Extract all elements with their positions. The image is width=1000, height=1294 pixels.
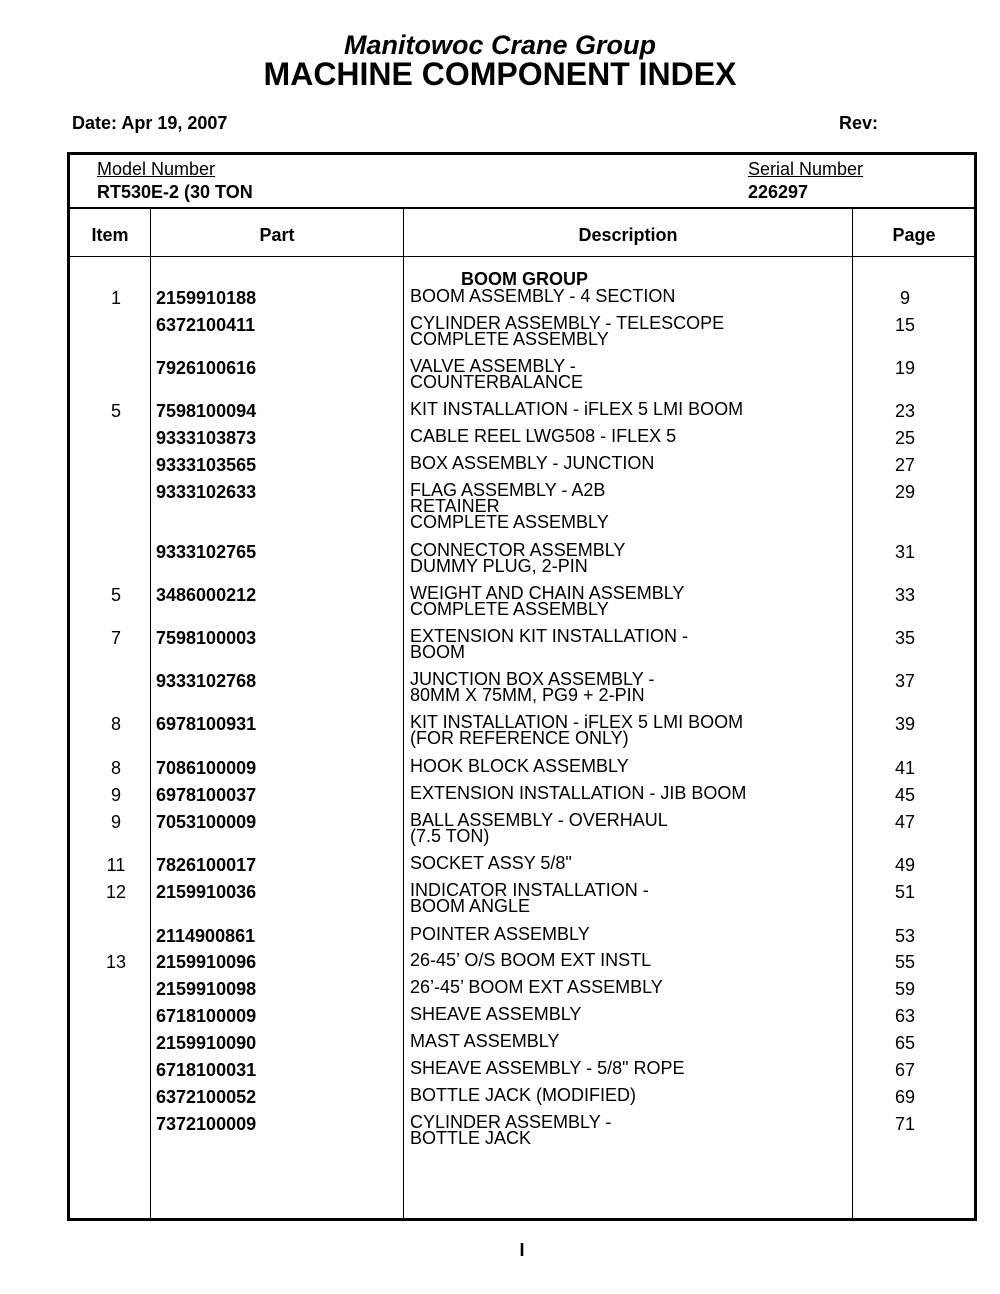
part-number: 6978100931 — [156, 714, 257, 734]
description-line: EXTENSION INSTALLATION - JIB BOOM — [410, 783, 747, 803]
part-number: 7053100009 — [156, 812, 257, 832]
part-number: 2159910090 — [156, 1033, 257, 1053]
part-number: 6718100009 — [156, 1006, 257, 1026]
description-line: COMPLETE ASSEMBLY — [410, 329, 609, 349]
page-number: 33 — [894, 585, 916, 605]
part-number: 2159910098 — [156, 979, 257, 999]
part-number: 3486000212 — [156, 585, 257, 605]
item-number: 8 — [110, 714, 121, 734]
description-line: 80MM X 75MM, PG9 + 2-PIN — [410, 685, 645, 705]
description — [410, 315, 724, 347]
description-line: 26-45’ O/S BOOM EXT INSTL — [410, 950, 652, 970]
description-line: INDICATOR INSTALLATION - — [410, 880, 649, 900]
description — [410, 979, 663, 995]
description-line: VALVE ASSEMBLY - — [410, 356, 576, 376]
page-number: 67 — [894, 1060, 916, 1080]
page-number: 9 — [899, 288, 910, 308]
page-number: 69 — [894, 1087, 916, 1107]
description-line: BOOM — [410, 642, 466, 662]
description — [410, 288, 675, 304]
item-number: 1 — [110, 288, 121, 308]
description-line: BOTTLE JACK — [410, 1128, 532, 1148]
description-line: BOOM ANGLE — [410, 896, 531, 916]
part-number: 7926100616 — [156, 358, 257, 378]
description — [410, 758, 629, 774]
part-number: 9333102768 — [156, 671, 257, 691]
part-number: 7086100009 — [156, 758, 257, 778]
page-number: 31 — [894, 542, 916, 562]
description-line: JUNCTION BOX ASSEMBLY - — [410, 669, 655, 689]
column-divider — [150, 208, 151, 1218]
description — [410, 482, 609, 530]
page-number: 65 — [894, 1033, 916, 1053]
description — [410, 812, 668, 844]
serial-number-value: 226297 — [748, 182, 809, 202]
description — [410, 455, 654, 471]
description-line: (7.5 TON) — [410, 826, 490, 846]
column-header-divider — [70, 256, 974, 257]
description — [410, 542, 625, 574]
description-line: KIT INSTALLATION - iFLEX 5 LMI BOOM — [410, 712, 744, 732]
page-number: 41 — [894, 758, 916, 778]
description-line: BOTTLE JACK (MODIFIED) — [410, 1085, 637, 1105]
description — [410, 671, 654, 703]
description-line: HOOK BLOCK ASSEMBLY — [410, 756, 629, 776]
description — [410, 882, 649, 914]
item-number: 12 — [105, 882, 127, 902]
column-divider — [852, 208, 853, 1218]
page-number: 53 — [894, 926, 916, 946]
description-line: CABLE REEL LWG508 - IFLEX 5 — [410, 426, 677, 446]
page-number: 55 — [894, 952, 916, 972]
description — [410, 1060, 685, 1076]
page-number: 15 — [894, 315, 916, 335]
description — [410, 1087, 636, 1103]
description-line: SHEAVE ASSEMBLY - 5/8" ROPE — [410, 1058, 685, 1078]
part-number: 6372100052 — [156, 1087, 257, 1107]
page-number: 47 — [894, 812, 916, 832]
description — [410, 401, 743, 417]
part-number: 7372100009 — [156, 1114, 257, 1134]
part-number: 9333103873 — [156, 428, 257, 448]
part-number: 7598100094 — [156, 401, 257, 421]
company-name: Manitowoc Crane Group — [343, 30, 657, 60]
item-number: 11 — [106, 855, 126, 875]
column-divider — [403, 208, 404, 1218]
part-number: 6718100031 — [156, 1060, 257, 1080]
description-line: CYLINDER ASSEMBLY - — [410, 1112, 612, 1132]
page-number: 25 — [894, 428, 916, 448]
item-number: 9 — [110, 812, 121, 832]
part-number: 9333102765 — [156, 542, 257, 562]
group-heading: BOOM GROUP — [461, 269, 589, 289]
page-title: MACHINE COMPONENT INDEX — [263, 56, 737, 92]
description — [410, 952, 651, 968]
part-number: 9333103565 — [156, 455, 257, 475]
description-line: RETAINER — [410, 496, 500, 516]
description-line: BOOM ASSEMBLY - 4 SECTION — [410, 286, 676, 306]
item-number: 5 — [110, 401, 121, 421]
column-header-description: Description — [578, 225, 678, 245]
description — [410, 628, 688, 660]
description-line: BALL ASSEMBLY - OVERHAUL — [410, 810, 668, 830]
page-number: 63 — [894, 1006, 916, 1026]
part-number: 2114900861 — [156, 926, 256, 946]
description-line: COMPLETE ASSEMBLY — [410, 512, 609, 532]
description-line: MAST ASSEMBLY — [410, 1031, 560, 1051]
column-header-part: Part — [259, 225, 295, 245]
header-divider — [70, 207, 974, 209]
description — [410, 358, 583, 390]
description — [410, 926, 590, 942]
description — [410, 1033, 559, 1049]
description-line: WEIGHT AND CHAIN ASSEMBLY — [410, 583, 685, 603]
part-number: 2159910188 — [156, 288, 257, 308]
description — [410, 585, 684, 617]
page-number: 27 — [894, 455, 916, 475]
description-line: KIT INSTALLATION - iFLEX 5 LMI BOOM — [410, 399, 744, 419]
description-line: SOCKET ASSY 5/8" — [410, 853, 572, 873]
page-number: 19 — [894, 358, 916, 378]
description-line: (FOR REFERENCE ONLY) — [410, 728, 629, 748]
page-number: 49 — [894, 855, 916, 875]
description-line: DUMMY PLUG, 2-PIN — [410, 556, 588, 576]
part-number: 9333102633 — [156, 482, 257, 502]
item-number: 9 — [110, 785, 121, 805]
part-number: 6372100411 — [156, 315, 256, 335]
page-number: 39 — [894, 714, 916, 734]
serial-number-label: Serial Number — [748, 159, 864, 179]
description-line: SHEAVE ASSEMBLY — [410, 1004, 582, 1024]
page-number: 37 — [894, 671, 916, 691]
description-line: 26’-45’ BOOM EXT ASSEMBLY — [410, 977, 663, 997]
model-number-value: RT530E-2 (30 TON — [97, 182, 253, 202]
page-number: 35 — [894, 628, 916, 648]
page-marker: I — [519, 1240, 525, 1260]
description-line: BOX ASSEMBLY - JUNCTION — [410, 453, 655, 473]
description-line: COMPLETE ASSEMBLY — [410, 599, 609, 619]
model-number-label: Model Number — [97, 159, 216, 179]
page-number: 29 — [894, 482, 916, 502]
part-number: 7826100017 — [156, 855, 257, 875]
page-number: 51 — [894, 882, 916, 902]
description — [410, 1114, 611, 1146]
description-line: EXTENSION KIT INSTALLATION - — [410, 626, 689, 646]
description-line: CYLINDER ASSEMBLY - TELESCOPE — [410, 313, 725, 333]
component-table — [67, 152, 977, 1221]
part-number: 2159910036 — [156, 882, 257, 902]
page-number: 59 — [894, 979, 916, 999]
item-number: 13 — [105, 952, 127, 972]
part-number: 2159910096 — [156, 952, 257, 972]
page-number: 71 — [894, 1114, 916, 1134]
part-number: 6978100037 — [156, 785, 257, 805]
page-number: 45 — [894, 785, 916, 805]
date-label: Date: Apr 19, 2007 — [72, 113, 228, 133]
item-number: 7 — [110, 628, 121, 648]
item-number: 5 — [110, 585, 121, 605]
description-line: COUNTERBALANCE — [410, 372, 584, 392]
page-number: 23 — [894, 401, 916, 421]
description — [410, 785, 746, 801]
description-line: POINTER ASSEMBLY — [410, 924, 590, 944]
column-header-item: Item — [91, 225, 129, 245]
description — [410, 1006, 581, 1022]
description-line: CONNECTOR ASSEMBLY — [410, 540, 626, 560]
description-line: FLAG ASSEMBLY - A2B — [410, 480, 606, 500]
part-number: 7598100003 — [156, 628, 257, 648]
rev-label: Rev: — [839, 113, 879, 133]
description — [410, 855, 572, 871]
column-header-page: Page — [892, 225, 936, 245]
description — [410, 428, 676, 444]
description — [410, 714, 743, 746]
item-number: 8 — [110, 758, 121, 778]
